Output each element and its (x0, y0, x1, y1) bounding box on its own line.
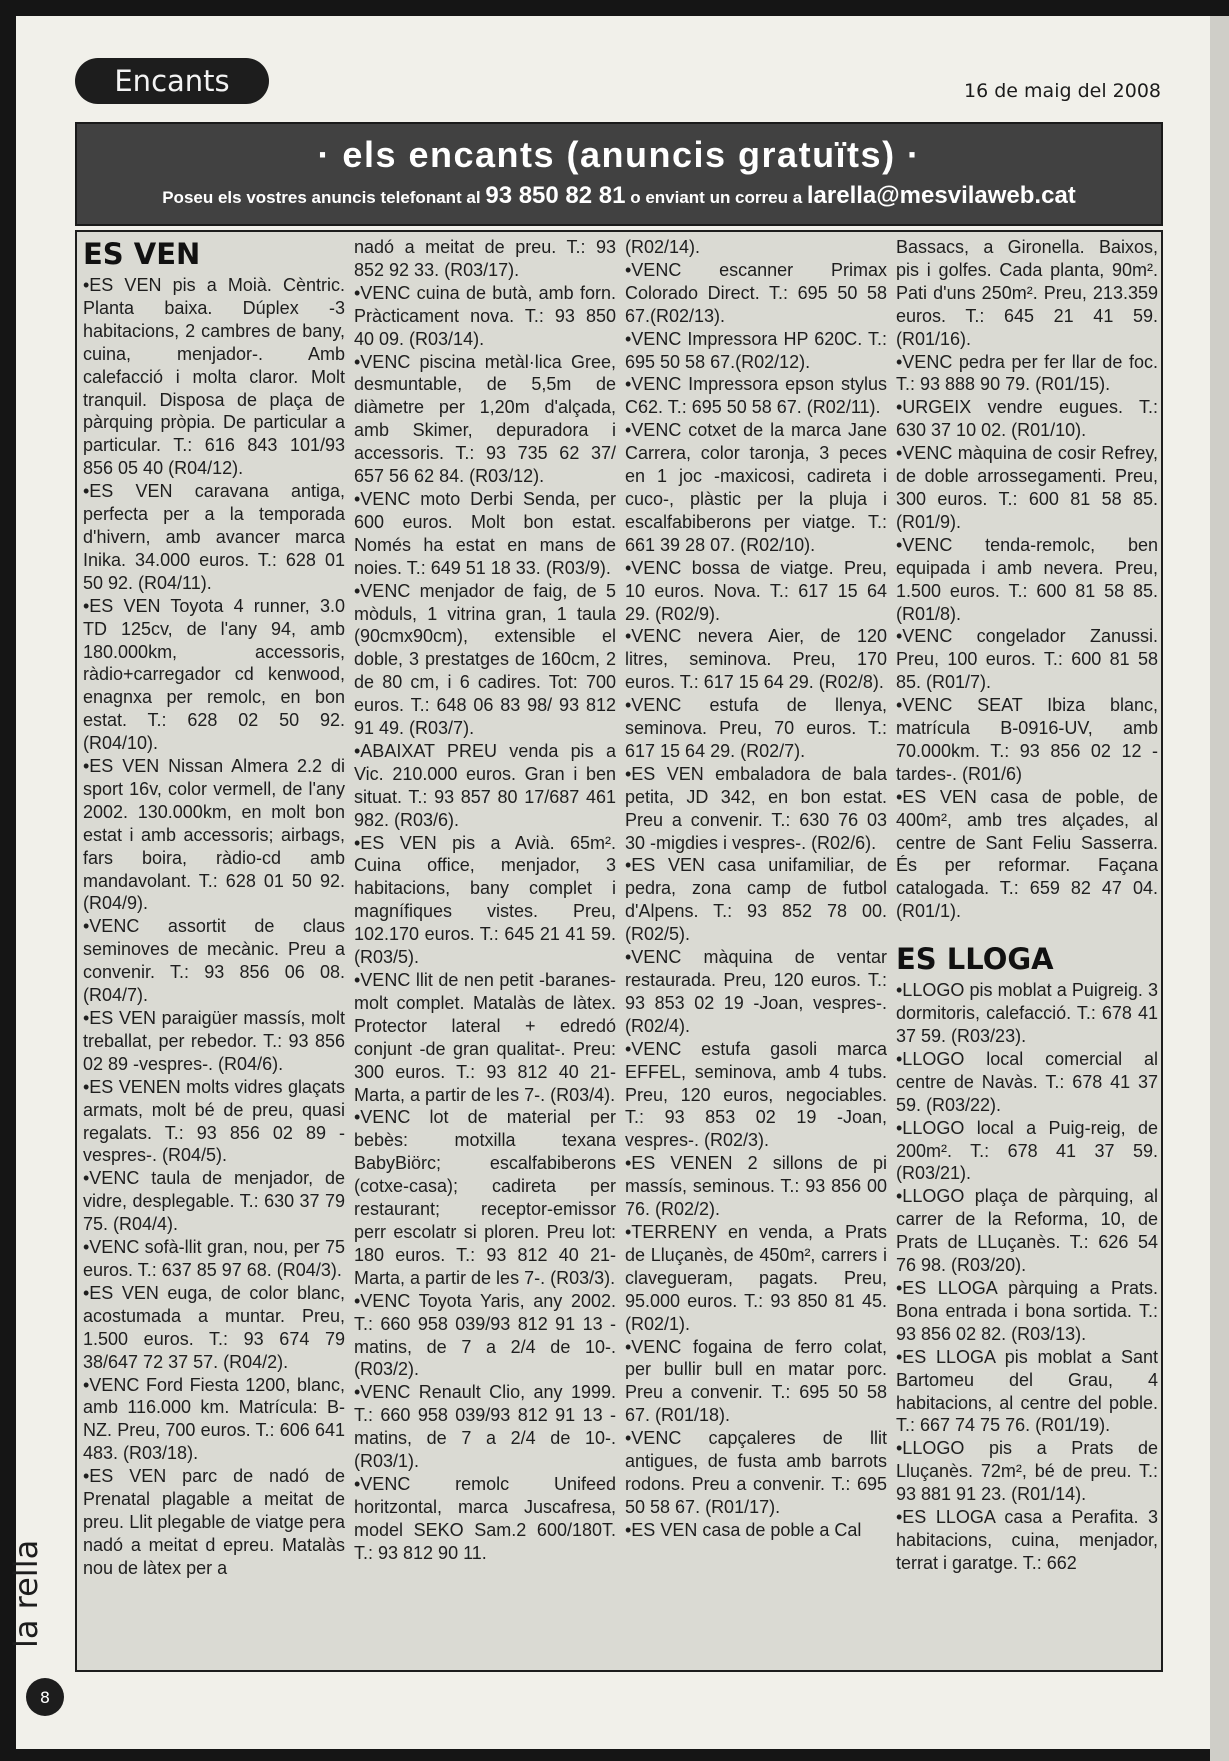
page-edge (1210, 16, 1229, 1761)
ad-item: •VENC moto Derbi Senda, per 600 euros. Molt bon estat. Només ha estat en mans de noies. T.: 649 51 18 33. (R03/9). (354, 488, 616, 578)
banner-contact-line (91, 182, 1147, 210)
column-3 (625, 236, 887, 1666)
ad-item: •VENC Renault Clio, any 1999. T.: 660 958 039/93 812 91 13 -matins, de 7 a 2/4 de 10-. (R03/1). (354, 1382, 616, 1472)
ad-item: •VENC SEAT Ibiza blanc, matrícula B-0916-UV, amb 70.000km. T.: 93 856 02 12 -tardes-. (R01/6) (896, 695, 1158, 784)
ad-item: •ES VENEN molts vidres glaçats armats, molt bé de preu, quasi regalats. T.: 93 856 02 89 -vespres-. (R04/5). (83, 1076, 345, 1166)
ad-item: •LLOGO pis a Prats de Lluçanès. 72m², bé de preu. T.: 93 881 91 23. (R01/14). (896, 1438, 1158, 1505)
section-badge: Encants (75, 58, 269, 104)
ad-item: •ES VEN paraigüer massís, molt treballat, per rebedor. T.: 93 856 02 89 -vespres-. (R04/6). (83, 1008, 345, 1074)
ad-item: •VENC assortit de claus seminoves de mecànic. Preu a convenir. T.: 93 856 06 08. (R04/7). (83, 916, 345, 1006)
page-number: 8 (26, 1678, 64, 1716)
ad-item: •ES LLOGA pis moblat a Sant Bartomeu del Grau, 4 habitacions, al centre del poble. T.: 667 74 75 76. (R01/19). (896, 1346, 1158, 1436)
ad-item: •VENC piscina metàl·lica Gree, desmuntable, de 5,5m de diàmetre per 1,20m d'alçada, amb Skimer, depuradora i accessoris. T.: 93 735 62 37/ 657 56 62 84. (R03/12). (354, 351, 616, 487)
ad-item: •LLOGO pis moblat a Puigreig. 3 dormitoris, calefacció. T.: 678 41 37 59. (R03/23). (896, 980, 1158, 1046)
ad-item: •VENC estufa de llenya, seminova. Preu, 70 euros. T.: 617 15 64 29. (R02/7). (625, 695, 887, 761)
column-2 (354, 236, 616, 1666)
ad-item: •VENC sofà-llit gran, nou, per 75 euros. T.: 637 85 97 68. (R04/3). (83, 1237, 345, 1280)
banner-contact-text: Poseu els vostres anuncis telefonant al (162, 188, 481, 207)
ad-item: •VENC nevera Aier, de 120 litres, seminova. Preu, 170 euros. T.: 617 15 64 29. (R02/8). (625, 626, 887, 693)
ad-item: •VENC cotxet de la marca Jane Carrera, color taronja, 3 peces en 1 joc -maxicosi, cadireta i cuco-, plàstic per la pluja i escalfabiberons per viatge. T.: 661 39 28 07. (R02/10). (625, 420, 887, 555)
ad-item: •VENC pedra per fer llar de foc. T.: 93 888 90 79. (R01/15). (896, 351, 1158, 395)
ad-item: •ES VEN Toyota 4 runner, 3.0 TD 125cv, de l'any 94, amb 180.000km, accessoris, ràdio+carregador cd kenwood, enagnxa per remolc, en bon estat. T.: 628 02 50 92. (R04/10). (83, 595, 345, 754)
ad-item: •VENC llit de nen petit -baranes- molt complet. Matalàs de làtex. Protector lateral + edredó conjunt -de gran qualitat-. Preu: 300 euros. T.: 93 812 40 21-Marta, a partir de les 7-. (R03/4). (354, 970, 616, 1105)
classifieds-body (75, 230, 1163, 1672)
ad-item: •ES LLOGA casa a Perafita. 3 habitacions, cuina, menjador, terrat i garatge. T.: 662 (896, 1507, 1158, 1573)
ad-item: •TERRENY en venda, a Prats de Lluçanès, de 450m², carrers i clavegueram, pagats. Preu, 95.000 euros. T.: 93 850 81 45. (R02/1). (625, 1221, 887, 1334)
ad-item: •ABAIXAT PREU venda pis a Vic. 210.000 euros. Gran i ben situat. T.: 93 857 80 17/687 461 982. (R03/6). (354, 740, 616, 830)
ad-item: •URGEIX vendre eugues. T.: 630 37 10 02. (R01/10). (896, 397, 1158, 441)
ad-item: •ES VENEN 2 sillons de pi massís, seminous. T.: 93 856 00 76. (R02/2). (625, 1153, 887, 1220)
ad-item: nadó a meitat de preu. T.: 93 852 92 33. (R03/17). (354, 237, 616, 280)
ad-item: •ES VEN pis a Moià. Cèntric. Planta baixa. Dúplex -3 habitacions, 2 cambres de bany, cuina, menjador-. Amb calefacció i molta claror. Molt tranquil. Disposa de plaça de pàrquing pròpia. De particular a particular. T.: 616 843 101/93 856 05 40 (R04/12). (83, 275, 345, 479)
ad-item: Bassacs, a Gironella. Baixos, pis i golfes. Cada planta, 90m². Pati d'uns 250m². Preu, 213.359 euros. T.: 645 21 41 59. (R01/16). (896, 237, 1158, 349)
ad-item: •ES VEN casa unifamiliar, de pedra, zona camp de futbol d'Alpens. T.: 93 852 78 00. (R02/5). (625, 855, 887, 945)
ad-item: •VENC màquina de ventar restaurada. Preu, 120 euros. T.: 93 853 02 19 -Joan, vespres-. (R02/4). (625, 947, 887, 1036)
banner-contact-text-2: o enviant un correu a (630, 188, 803, 207)
ad-item: •VENC escanner Primax Colorado Direct. T.: 695 50 58 67.(R02/13). (625, 259, 887, 326)
ad-item: •VENC taula de menjador, de vidre, desplegable. T.: 630 37 79 75. (R04/4). (83, 1168, 345, 1235)
ad-item: •VENC Impressora HP 620C. T.: 695 50 58 67.(R02/12). (625, 328, 887, 372)
ad-item: •VENC tenda-remolc, ben equipada i amb nevera. Preu, 1.500 euros. T.: 600 81 58 85. (R01/8). (896, 534, 1158, 624)
ad-item: •VENC Ford Fiesta 1200, blanc, amb 116.000 km. Matrícula: B-NZ. Preu, 700 euros. T.: 606 641 483. (R03/18). (83, 1374, 345, 1464)
ad-item: •ES VEN parc de nadó de Prenatal plagable a meitat de preu. Llit plegable de viatge pera nadó a meitat d epreu. Matalàs nou de làtex per a (83, 1466, 345, 1578)
ad-item: •ES VEN casa de poble a Cal (625, 1519, 862, 1540)
section-heading-lloga: ES LLOGA (896, 942, 1054, 977)
ad-item: •ES VEN casa de poble, de 400m², amb tres alçades, al centre de Sant Feliu Sasserra. És per reformar. Façana catalogada. T.: 659 82 47 04. (R01/1). (896, 786, 1158, 922)
ad-item: •VENC estufa gasoli marca EFFEL, seminova, amb 4 tubs. Preu, 120 euros, negociables. T.: 93 853 02 19 -Joan, vespres-. (R02/3). (625, 1038, 887, 1151)
issue-date: 16 de maig del 2008 (964, 80, 1161, 102)
ad-item: •ES VEN caravana antiga, perfecta per a la temporada d'hivern, amb avancer marca Inika. 34.000 euros. T.: 628 01 50 92. (R04/11). (83, 481, 345, 593)
classifieds-banner (75, 122, 1163, 226)
magazine-name: la rella (7, 1539, 45, 1648)
ad-item: (R02/14). (625, 237, 701, 257)
ad-item: •ES VEN embaladora de bala petita, JD 342, en bon estat. Preu a convenir. T.: 630 76 03 30 -migdies i vespres-. (R02/6). (625, 763, 887, 853)
banner-email: larella@mesvilaweb.cat (806, 182, 1076, 209)
ad-item: •VENC Impressora epson stylus C62. T.: 695 50 58 67. (R02/11). (625, 374, 887, 418)
section-heading-ven: ES VEN (83, 237, 201, 271)
banner-phone: 93 850 82 81 (485, 182, 626, 209)
ad-item: •LLOGO plaça de pàrquing, al carrer de la Reforma, 10, de Prats de LLuçanès. T.: 626 54 76 98. (R03/20). (896, 1186, 1158, 1276)
banner-title: · els encants (anuncis gratuïts) · (317, 134, 921, 175)
ad-item: •ES VEN Nissan Almera 2.2 di sport 16v, color vermell, de l'any 2002. 130.000km, en molt bon estat i amb accessoris; airbags, fars boira, ràdio-cd amb mandavolant. T.: 628 01 50 92. (R04/9). (83, 756, 345, 914)
column-4 (896, 236, 1158, 1666)
ad-item: •VENC màquina de cosir Refrey, de doble arrossegamenti. Preu, 300 euros. T.: 600 81 58 85. (R01/9). (896, 443, 1158, 532)
ad-item: •VENC menjador de faig, de 5 mòduls, 1 vitrina gran, 1 taula (90cmx90cm), extensible el doble, 3 prestatges de 160cm, 2 de 80 cm, i 6 cadires. Tot: 700 euros. T.: 648 06 83 98/ 93 812 91 49. (R03/7). (354, 580, 616, 739)
ad-item: •ES VEN pis a Avià. 65m². Cuina office, menjador, 3 habitacions, bany complet i magnífiques vistes. Preu, 102.170 euros. T.: 645 21 41 59. (R03/5). (354, 832, 616, 968)
ad-item: •ES VEN euga, de color blanc, acostumada a muntar. Preu, 1.500 euros. T.: 93 674 79 38/647 72 37 57. (R04/2). (83, 1282, 345, 1372)
ad-item: •LLOGO local comercial al centre de Navàs. T.: 678 41 37 59. (R03/22). (896, 1048, 1158, 1115)
ad-item: •VENC fogaina de ferro colat, per bullir bull en matar porc. Preu a convenir. T.: 695 50 58 67. (R01/18). (625, 1336, 887, 1426)
ad-item: •VENC capçaleres de llit antigues, de fusta amb barrots rodons. Preu a convenir. T.: 695 50 58 67. (R01/17). (625, 1428, 887, 1517)
ad-item: •LLOGO local a Puig-reig, de 200m². T.: 678 41 37 59. (R03/21). (896, 1117, 1158, 1184)
column-1 (83, 236, 345, 1666)
ad-item: •VENC congelador Zanussi. Preu, 100 euros. T.: 600 81 58 85. (R01/7). (896, 626, 1158, 693)
ad-item: •VENC cuina de butà, amb forn. Pràcticament nova. T.: 93 850 40 09. (R03/14). (354, 282, 616, 349)
ad-item: •VENC lot de material per bebès: motxilla texana BabyBiörc; escalfabiberons (cotxe-casa); cadireta per restaurant; receptor-emissor perr escolatr si ploren. Preu lot: 180 euros. T.: 93 812 40 21-Marta, a partir de les 7-. (R03/3). (354, 1107, 616, 1288)
ad-item: •VENC Toyota Yaris, any 2002. T.: 660 958 039/93 812 91 13 -matins, de 7 a 2/4 de 10-. (R03/2). (354, 1290, 616, 1380)
ad-item: •VENC remolc Unifeed horitzontal, marca Juscafresa, model SEKO Sam.2 600/180T. T.: 93 812 90 11. (354, 1473, 616, 1563)
ad-item: •VENC bossa de viatge. Preu, 10 euros. Nova. T.: 617 15 64 29. (R02/9). (625, 557, 887, 624)
ad-item: •ES LLOGA pàrquing a Prats. Bona entrada i bona sortida. T.: 93 856 02 82. (R03/13). (896, 1277, 1158, 1344)
